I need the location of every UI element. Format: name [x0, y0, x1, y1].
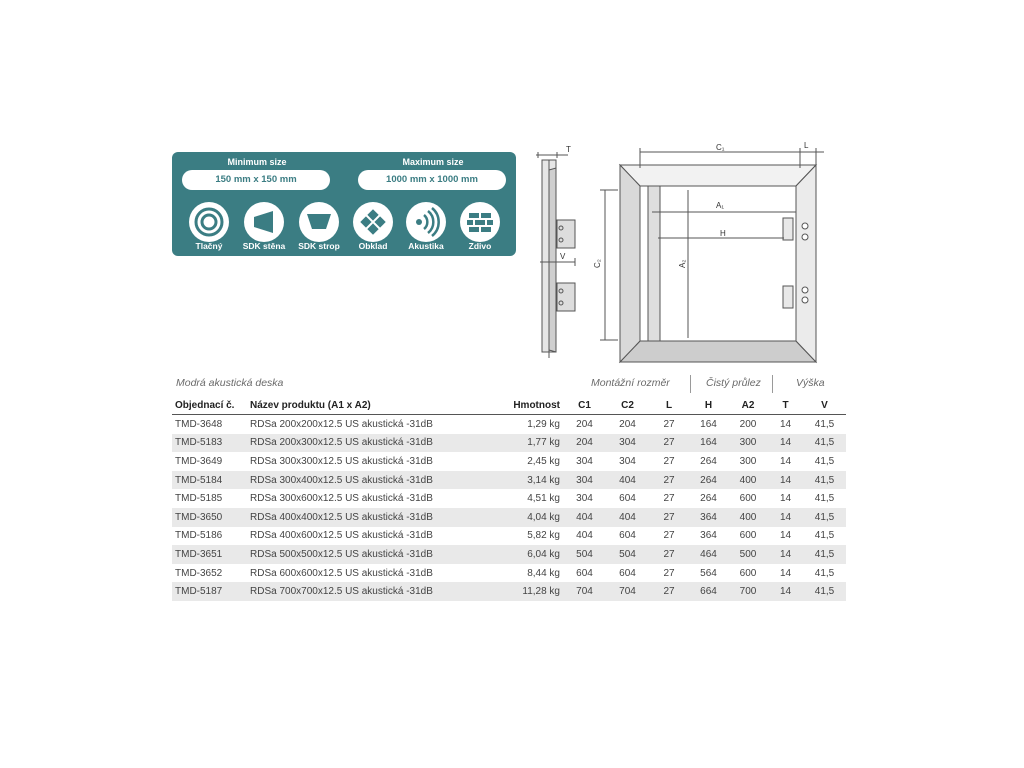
cell-h: 164	[700, 418, 717, 430]
cell-c2: 504	[606, 545, 649, 564]
cell-a2: 300	[728, 434, 768, 453]
col-header-v: V	[803, 396, 846, 415]
cell-c2: 204	[619, 418, 636, 430]
group-height-label: Výška	[796, 377, 825, 389]
table-row	[172, 415, 846, 434]
cell-v: 41,5	[814, 493, 835, 505]
group-separator	[690, 375, 691, 393]
table-row	[172, 452, 846, 471]
cell-h: 464	[689, 545, 728, 564]
cell-c2: 304	[606, 434, 649, 453]
cell-h: 164	[689, 434, 728, 453]
cell-order-no: TMD-3651	[172, 545, 247, 564]
cell-product-name: RDSa 400x600x12.5 US akustická -31dB	[250, 530, 433, 542]
col-header-l: L	[649, 396, 689, 415]
cell-c2: 304	[619, 455, 636, 467]
cell-a2: 600	[739, 530, 757, 542]
group-clear-label: Čistý průlez	[706, 377, 761, 389]
cell-l: 27	[649, 545, 689, 564]
cell-a2: 400	[728, 508, 768, 527]
cell-order-no: TMD-5187	[172, 582, 247, 601]
col-header-a2: A2	[728, 396, 768, 415]
cell-c1: 704	[563, 582, 606, 601]
cell-product-name: RDSa 600x600x12.5 US akustická -31dB	[250, 567, 433, 579]
icon-label-obklad: Obklad	[358, 241, 388, 251]
table-header-row	[172, 396, 846, 415]
cell-order-no: TMD-3648	[175, 418, 223, 430]
table-row	[172, 582, 846, 601]
cell-weight: 3,14 kg	[495, 471, 563, 490]
cell-a2: 300	[739, 455, 757, 467]
icon-label-zdivo: Zdivo	[468, 241, 492, 251]
col-header-product-name: Název produktu (A1 x A2)	[247, 396, 495, 415]
icon-label-tlacny: Tlačný	[195, 241, 223, 251]
cell-c2: 404	[606, 508, 649, 527]
cell-t: 14	[768, 508, 803, 527]
cell-t: 14	[768, 545, 803, 564]
table-row	[172, 527, 846, 546]
cell-v: 41,5	[814, 418, 835, 430]
cell-t: 14	[768, 434, 803, 453]
dim-label-a1: A₁	[716, 201, 725, 210]
cell-weight: 11,28 kg	[495, 582, 563, 601]
dim-label-c2: C₂	[593, 259, 602, 268]
front-view-drawing	[600, 148, 824, 362]
cell-c2: 604	[619, 567, 636, 579]
cell-l: 27	[649, 434, 689, 453]
cell-h: 264	[700, 455, 717, 467]
cell-weight: 1,29 kg	[527, 418, 560, 430]
cell-h: 264	[689, 471, 728, 490]
icon-label-akustika: Akustika	[408, 241, 444, 251]
cell-product-name: RDSa 700x700x12.5 US akustická -31dB	[247, 582, 495, 601]
cell-product-name: RDSa 300x400x12.5 US akustická -31dB	[247, 471, 495, 490]
cell-l: 27	[649, 508, 689, 527]
cell-c1: 304	[563, 471, 606, 490]
cell-h: 664	[689, 582, 728, 601]
cell-product-name: RDSa 300x600x12.5 US akustická -31dB	[250, 493, 433, 505]
product-table	[172, 396, 846, 601]
cell-a2: 200	[739, 418, 757, 430]
cell-weight: 6,04 kg	[495, 545, 563, 564]
cell-h: 264	[700, 493, 717, 505]
col-header-t: T	[768, 396, 803, 415]
cell-l: 27	[663, 530, 675, 542]
dim-label-t: T	[566, 145, 571, 154]
cell-order-no: TMD-5183	[172, 434, 247, 453]
cell-t: 14	[779, 455, 792, 467]
cell-h: 364	[689, 508, 728, 527]
maximum-size-label: Maximum size	[402, 157, 464, 167]
cell-c1: 204	[563, 434, 606, 453]
cell-t: 14	[768, 582, 803, 601]
cell-l: 27	[663, 418, 675, 430]
cell-c1: 404	[563, 508, 606, 527]
cell-product-name: RDSa 200x200x12.5 US akustická -31dB	[250, 418, 433, 430]
cell-c1: 504	[563, 545, 606, 564]
cell-l: 27	[649, 471, 689, 490]
cell-order-no: TMD-5185	[175, 493, 223, 505]
cell-t: 14	[779, 493, 792, 505]
cell-a2: 600	[739, 493, 757, 505]
cell-t: 14	[768, 471, 803, 490]
cell-t: 14	[779, 567, 792, 579]
cell-order-no: TMD-5184	[172, 471, 247, 490]
cell-order-no: TMD-3652	[175, 567, 223, 579]
cell-h: 364	[700, 530, 717, 542]
cell-c2: 604	[619, 530, 636, 542]
maximum-size-value: 1000 mm x 1000 mm	[358, 170, 506, 190]
cell-v: 41,5	[803, 508, 846, 527]
table-row	[172, 434, 846, 453]
cell-c1: 604	[576, 567, 593, 579]
table-row	[172, 545, 846, 564]
table-row	[172, 471, 846, 490]
cell-v: 41,5	[803, 434, 846, 453]
cell-c2: 704	[606, 582, 649, 601]
icon-label-sdk-stena: SDK stěna	[242, 241, 286, 251]
cell-c1: 404	[576, 530, 593, 542]
cell-weight: 2,45 kg	[527, 455, 560, 467]
dim-label-h: H	[720, 229, 726, 238]
table-row	[172, 508, 846, 527]
minimum-size-value: 150 mm x 150 mm	[182, 170, 330, 190]
col-header-h: H	[689, 396, 728, 415]
cell-a2: 500	[728, 545, 768, 564]
cell-l: 27	[663, 493, 675, 505]
cell-product-name: RDSa 200x300x12.5 US akustická -31dB	[247, 434, 495, 453]
table-caption: Modrá akustická deska	[176, 377, 284, 389]
cell-c1: 204	[576, 418, 593, 430]
cell-c1: 304	[576, 493, 593, 505]
dim-label-a2: A₂	[678, 259, 687, 268]
table-row	[172, 489, 846, 508]
table-row	[172, 564, 846, 583]
cell-v: 41,5	[803, 471, 846, 490]
cell-v: 41,5	[803, 545, 846, 564]
cell-weight: 8,44 kg	[527, 567, 560, 579]
icon-label-sdk-strop: SDK strop	[298, 241, 340, 251]
cell-order-no: TMD-3650	[172, 508, 247, 527]
col-header-c2: C2	[606, 396, 649, 415]
cell-product-name: RDSa 500x500x12.5 US akustická -31dB	[247, 545, 495, 564]
cell-c2: 404	[606, 471, 649, 490]
cell-weight: 4,04 kg	[495, 508, 563, 527]
dim-label-v: V	[560, 252, 566, 261]
cell-order-no: TMD-5186	[175, 530, 223, 542]
cell-l: 27	[663, 567, 675, 579]
dim-label-l: L	[804, 141, 809, 150]
cell-l: 27	[649, 582, 689, 601]
cell-v: 41,5	[803, 582, 846, 601]
cell-a2: 600	[739, 567, 757, 579]
cell-weight: 4,51 kg	[527, 493, 560, 505]
cell-a2: 400	[728, 471, 768, 490]
cell-a2: 700	[728, 582, 768, 601]
group-mount-label: Montážní rozměr	[591, 377, 670, 389]
cell-product-name: RDSa 400x400x12.5 US akustická -31dB	[247, 508, 495, 527]
cell-weight: 5,82 kg	[527, 530, 560, 542]
side-view-drawing	[536, 152, 575, 358]
cell-v: 41,5	[814, 455, 835, 467]
cell-c2: 604	[619, 493, 636, 505]
col-header-c1: C1	[563, 396, 606, 415]
col-header-order-no: Objednací č.	[172, 396, 247, 415]
cell-t: 14	[779, 418, 792, 430]
cell-t: 14	[779, 530, 792, 542]
dim-label-c1: C₁	[716, 143, 725, 152]
cell-v: 41,5	[814, 567, 835, 579]
cell-c1: 304	[576, 455, 593, 467]
cell-v: 41,5	[814, 530, 835, 542]
cell-h: 564	[700, 567, 717, 579]
cell-weight: 1,77 kg	[495, 434, 563, 453]
col-header-weight: Hmotnost	[495, 396, 563, 415]
cell-order-no: TMD-3649	[175, 455, 223, 467]
minimum-size-label: Minimum size	[227, 157, 287, 167]
group-separator	[772, 375, 773, 393]
cell-product-name: RDSa 300x300x12.5 US akustická -31dB	[250, 455, 433, 467]
cell-l: 27	[663, 455, 675, 467]
